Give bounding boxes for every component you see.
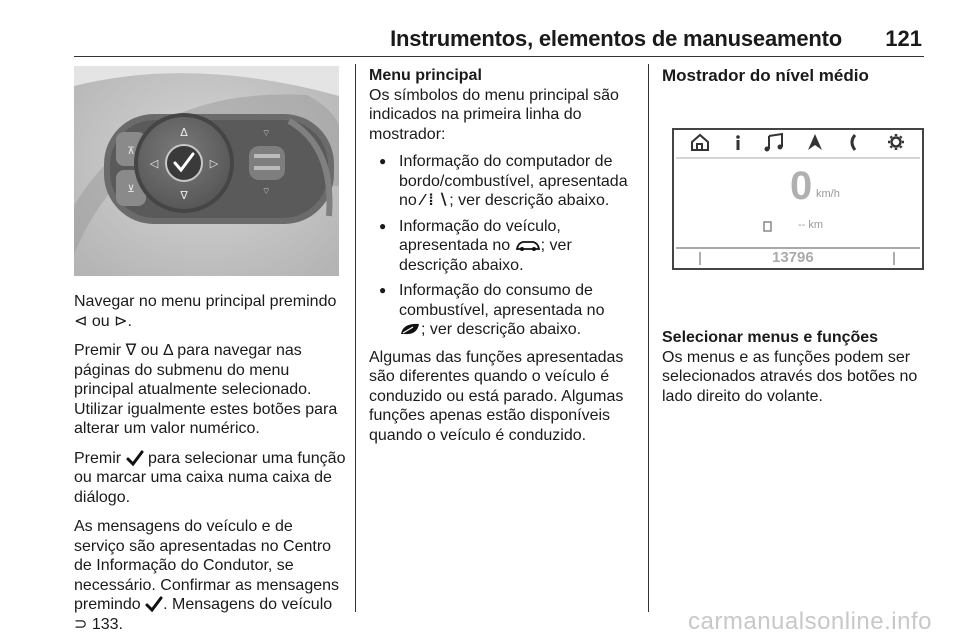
column-divider-2 xyxy=(648,64,649,612)
text: Informação do computador de bordo/combustível, apresentada no xyxy=(399,153,628,209)
text: ; ver descrição abaixo. xyxy=(421,321,582,338)
speed-unit: km/h xyxy=(816,188,840,200)
intro-paragraph: Os símbolos do menu principal são indicados na primeira linha do mostrador: xyxy=(369,86,619,143)
midlevel-display-illustration xyxy=(672,128,924,270)
select-menus-paragraph: Os menus e as funções podem ser selecionados através dos botões no lado direito do volante. xyxy=(662,348,918,405)
sub-heading-select-menus: Selecionar menus e funções xyxy=(662,329,879,346)
paragraph-messages xyxy=(74,517,346,634)
page-number: 121 xyxy=(885,26,922,51)
text: para selecionar uma função ou marcar uma caixa numa caixa de diálogo. xyxy=(74,449,346,506)
column-2-text xyxy=(369,66,639,455)
svg-text:⌔: ⌔ xyxy=(262,129,271,139)
svg-text:▷: ▷ xyxy=(209,157,219,170)
outro-paragraph: Algumas das funções apresentadas são diferentes quando o veículo é conduzido ou está parado. Algumas funções apenas estão disponíveis quando o veículo é conduzido. xyxy=(369,348,624,444)
text: para navegar nas páginas do submenu do menu principal atualmente selecionado. Utilizar igualmente estes botões para alterar um valor numérico. xyxy=(74,342,338,437)
menu-symbols-list xyxy=(369,152,639,340)
svg-text:◁: ◁ xyxy=(149,157,159,170)
svg-text:⌔: ⌔ xyxy=(262,187,271,197)
text: Informação do consumo de combustível, apresentada no xyxy=(399,282,605,319)
eco-leaf-icon xyxy=(399,321,421,337)
car-icon xyxy=(515,237,541,253)
section-heading-display: Mostrador do nível médio xyxy=(662,66,869,85)
text: Premir xyxy=(74,342,122,359)
up-arrow-icon: Δ xyxy=(162,342,173,359)
text: ; ver descrição abaixo. xyxy=(449,192,610,209)
svg-text:⊼: ⊼ xyxy=(127,146,135,157)
svg-text:⊻: ⊻ xyxy=(127,184,135,195)
paragraph-navigate xyxy=(74,292,346,331)
text: ou xyxy=(140,342,159,359)
text: . Mensagens do veículo xyxy=(163,596,333,613)
speed-value: 0 xyxy=(790,164,813,208)
text: Premir xyxy=(74,449,122,467)
header-title: Instrumentos, elementos de manuseamento xyxy=(390,26,842,51)
svg-text:∇: ∇ xyxy=(180,189,188,202)
left-arrow-icon: ⊲ xyxy=(74,312,88,330)
right-arrow-icon: ⊳ xyxy=(114,312,128,330)
column-1-text xyxy=(74,292,346,644)
list-item xyxy=(369,152,639,211)
text: Navegar no menu principal premindo xyxy=(74,293,337,310)
page-reference-icon: ⊃ xyxy=(74,615,88,633)
text: Informação do veículo, apresentada no xyxy=(399,217,561,254)
column-divider-1 xyxy=(355,64,356,612)
watermark: carmanualsonline.info xyxy=(688,608,932,635)
paragraph-submenu xyxy=(74,341,346,439)
odometer-value: 13796 xyxy=(772,249,814,266)
page-header xyxy=(0,0,960,58)
checkmark-icon xyxy=(126,450,144,466)
checkmark-icon xyxy=(145,596,163,612)
text: . xyxy=(127,312,132,330)
header-rule xyxy=(74,56,924,57)
column-3-text xyxy=(662,328,932,416)
trip-computer-icon: ⁄ ⁞ ∖ xyxy=(421,192,450,209)
section-heading-main-menu: Menu principal xyxy=(369,67,482,84)
down-arrow-icon: ∇ xyxy=(125,342,137,359)
list-item xyxy=(369,217,639,276)
range-value: -- km xyxy=(798,219,824,231)
list-item xyxy=(369,281,639,340)
text: ou xyxy=(91,312,110,330)
steering-wheel-controls-photo xyxy=(74,66,339,276)
svg-text:Δ: Δ xyxy=(180,126,188,139)
paragraph-select xyxy=(74,449,346,508)
page-reference[interactable]: 133. xyxy=(91,615,123,633)
text: As mensagens do veículo e de serviço são apresentadas no Centro de Informação do Condutor, se necessário. Confirmar as mensagens premindo xyxy=(74,518,340,613)
text: ; ver descrição abaixo. xyxy=(399,237,572,274)
